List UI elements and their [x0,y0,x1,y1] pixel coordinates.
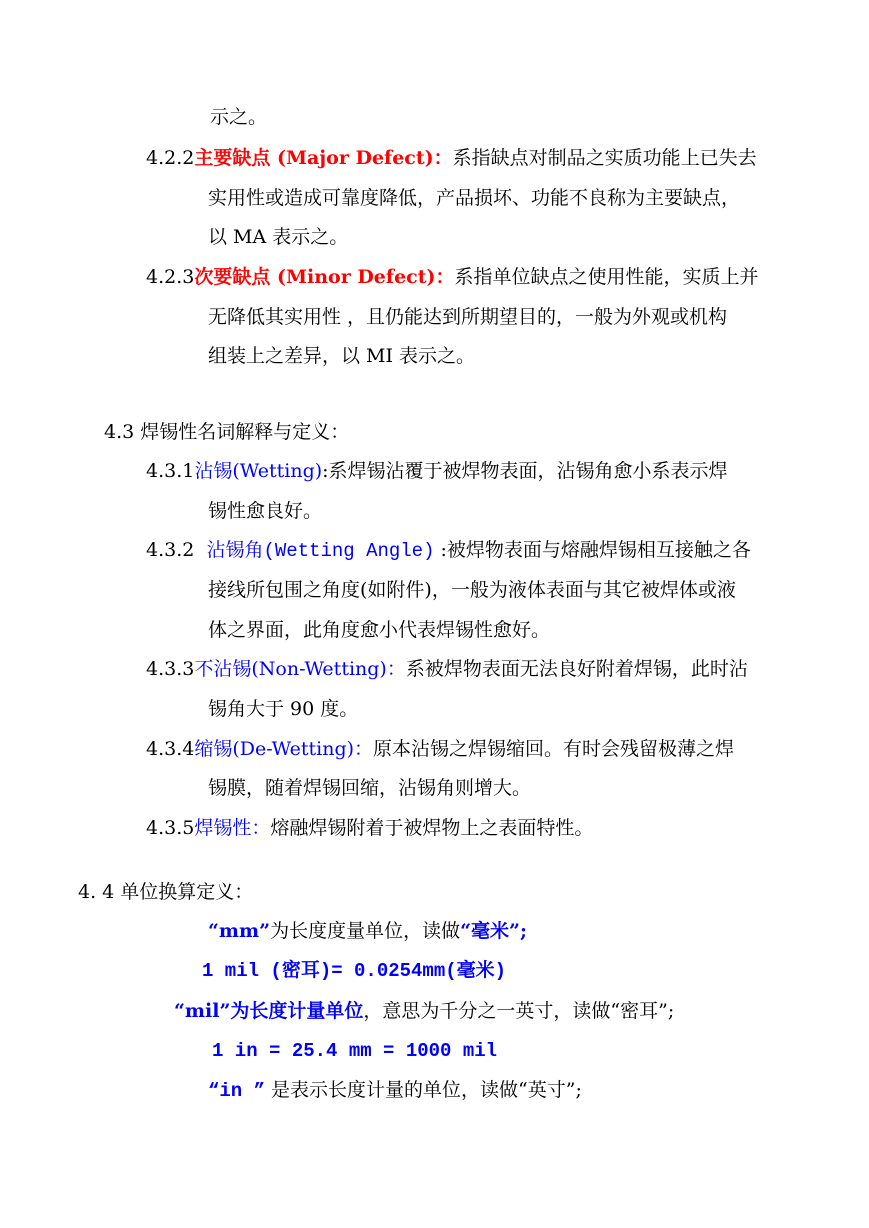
section-number: 4.3.5 [146,817,195,839]
section-number: 4.2.3 [146,266,195,288]
paragraph-text: 系指单位缺点之使用性能，实质上并 [454,266,759,288]
section-number: 4.3.2 [146,539,195,561]
unit-reading-mm: “毫米”; [460,920,527,942]
term-de-wetting: 缩锡(De-Wetting)： [194,738,374,760]
section-4-2-2-line-2 [208,186,740,210]
paragraph-text: 体之界面，此角度愈小代表焊锡性愈好。 [208,619,551,641]
term-solderability: 焊锡性： [194,817,271,839]
section-4-3-2-line-1 [146,538,751,563]
paragraph-text: 无降低其实用性 ，且仍能达到所期望目的，一般为外观或机构 [208,306,728,328]
section-4-3-5-line-1 [146,816,593,840]
paragraph-text: 原本沾锡之焊锡缩回。有时会残留极薄之焊 [373,738,735,760]
unit-in-line [208,1078,582,1103]
section-number: 4.3.4 [146,738,195,760]
unit-in-formula [212,1039,497,1063]
defect-term-major: 主要缺点 (Major Defect)： [194,147,453,169]
section-4-2-3-line-1 [146,265,759,289]
paragraph-text: 锡角大于 90 度。 [208,698,359,720]
section-4-3-heading [104,420,349,444]
section-heading: 4.3 焊锡性名词解释与定义： [104,421,350,443]
section-4-2-3-line-3 [208,344,475,368]
paragraph-text: 实用性或造成可靠度降低，产品损坏、功能不良称为主要缺点， [208,187,741,209]
unit-term-mm: “mm” [208,920,271,942]
section-4-3-3-line-2 [208,697,358,721]
paragraph-text: :被焊物表面与熔融焊锡相互接触之各 [434,539,751,561]
paragraph-text: 系指缺点对制品之实质功能上已失去 [452,147,757,169]
paragraph-text: 为长度度量单位，读做 [270,920,461,942]
section-4-3-4-line-1 [146,737,734,761]
section-4-2-3-line-2 [208,305,727,329]
paragraph-text: :系焊锡沾覆于被焊物表面，沾锡角愈小系表示焊 [322,460,728,482]
formula-text: 1 in = 25.4 mm = 1000 mil [212,1040,498,1062]
paragraph-text: 以 MA 表示之。 [208,226,349,248]
paragraph-text: 组装上之差异，以 MI 表示之。 [208,345,476,367]
paragraph-text: 示之。 [210,106,268,128]
section-4-3-4-line-2 [208,776,531,800]
section-4-2-2-line-3 [208,225,348,249]
unit-mil-formula [202,959,506,983]
paragraph-text: ，意思为千分之一英寸，读做“密耳”; [363,1000,675,1022]
section-number: 4.3.1 [146,460,195,482]
paragraph-text: 是表示长度计量的单位，读做“英寸”; [265,1079,582,1101]
section-4-2-2-line-1 [146,146,757,170]
section-number: 4.3.3 [146,658,195,680]
section-4-3-1-line-1 [146,459,728,483]
section-number: 4.2.2 [146,147,195,169]
paragraph-text: 接线所包围之角度(如附件)，一般为液体表面与其它被焊体或液 [208,579,736,601]
formula-text: 1 mil (密耳)= 0.0254mm(毫米) [202,960,507,982]
section-4-3-2-line-3 [208,618,550,642]
section-4-3-3-line-1 [146,657,748,681]
term-wetting-angle: 沾锡角(Wetting Angle) [206,540,435,562]
section-4-3-1-line-2 [208,499,322,523]
unit-mm-line [208,919,527,943]
unit-term-in: “in ” [208,1080,266,1102]
unit-mil-line [174,999,674,1023]
section-heading: 4. 4 单位换算定义： [78,881,254,903]
term-non-wetting: 不沾锡(Non-Wetting)： [194,658,406,680]
paragraph-text: 锡膜，随着焊锡回缩，沾锡角则增大。 [208,777,532,799]
paragraph-text: 熔融焊锡附着于被焊物上之表面特性。 [270,817,594,839]
paragraph-text: 锡性愈良好。 [208,500,323,522]
section-4-3-2-line-2 [208,578,736,602]
paragraph-text: 系被焊物表面无法良好附着焊锡，此时沾 [405,658,748,680]
section-4-2-1-tail [210,105,267,129]
term-wetting: 沾锡(Wetting) [194,460,323,482]
section-4-4-heading [78,880,253,904]
unit-term-mil: “mil”为长度计量单位 [174,1000,364,1022]
defect-term-minor: 次要缺点 (Minor Defect)： [194,266,455,288]
